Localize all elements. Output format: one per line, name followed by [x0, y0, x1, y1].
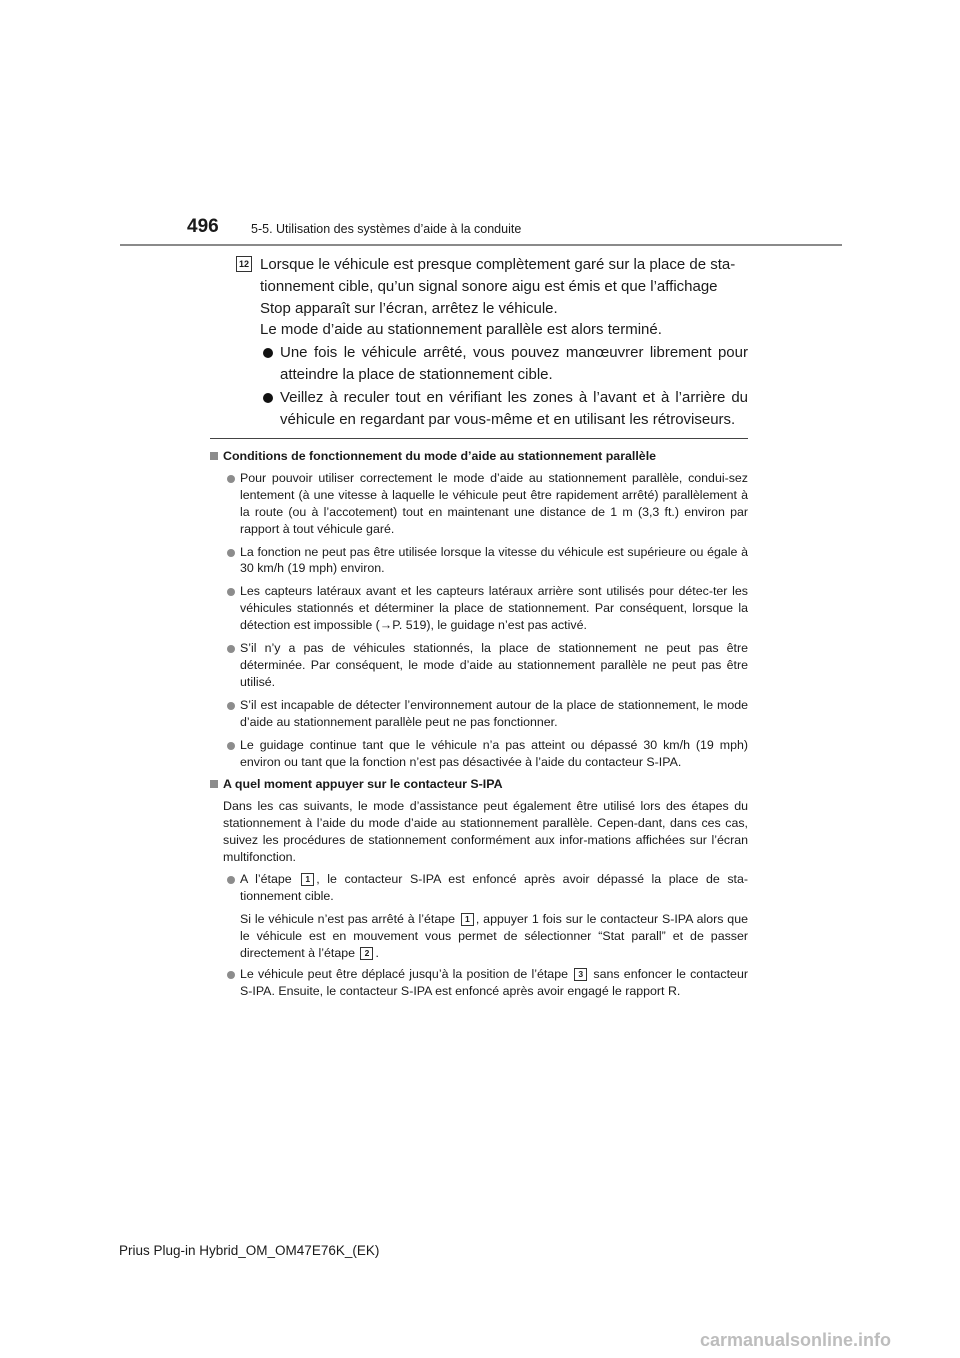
header-rule	[120, 244, 842, 246]
bullet-dot-icon	[263, 348, 273, 358]
bullet-dot-icon	[227, 876, 235, 884]
note-text: Pour pouvoir utiliser correctement le mode d’aide au stationnement parallèle, condui-sez lentement (à une vitesse à laquelle le véhicule peut être rapidement arrêté) parallèlement à la route (ou à l’accotement) tout en maintenant une distance de 1 m (3,3 ft.) environ par rapport à tout véhicule garé.	[240, 470, 748, 536]
note-item	[210, 697, 748, 731]
step-number-badge: 12	[236, 256, 252, 272]
page-number: 496	[187, 216, 219, 237]
bullet-dot-icon	[263, 393, 273, 403]
step-ref-badge: 1	[461, 913, 474, 926]
note-item	[210, 470, 748, 538]
square-bullet-icon	[210, 780, 218, 788]
step-ref-badge: 1	[301, 873, 314, 886]
note-text: S’il n’y a pas de véhicules stationnés, la place de stationnement ne peut pas être déterminée. Par conséquent, le mode d’aide au stationnement parallèle ne peut pas être utilisé.	[240, 641, 748, 689]
section-heading	[210, 448, 748, 465]
note-item	[210, 871, 748, 905]
section-separator	[210, 438, 748, 439]
note-text: S’il est incapable de détecter l’environnement autour de la place de stationnement, le mode d’aide au stationnement parallèle peut ne pas fonctionner.	[240, 697, 748, 729]
note-text: Le véhicule peut être déplacé jusqu’à la position de l’étape	[240, 967, 568, 982]
note-item	[210, 544, 748, 578]
document-footer: Prius Plug-in Hybrid_OM_OM47E76K_(EK)	[119, 1243, 380, 1258]
bullet-dot-icon	[227, 475, 235, 483]
step-text-line-1: Lorsque le véhicule est presque complètement garé sur la place de sta-	[260, 256, 736, 273]
section-intro: Dans les cas suivants, le mode d’assistance peut également être utilisé lors des étapes du stationnement à l’aide du mode d’aide au stationnement parallèle. Cepen-dant, dans ces cas, suivez les procédures de stationnement conformément aux infor-mations affichées sur l’écran multifonction.	[223, 799, 748, 865]
note-text: Les capteurs latéraux avant et les capteurs latéraux arrière sont utilisés pour détec-ter les véhicules stationnés et déterminer la place de stationnement. Par conséquent, lorsque la détection est impossible (→P. 519), le guidage n’est pas activé.	[240, 584, 748, 633]
bullet-dot-icon	[227, 702, 235, 710]
step-bullet	[238, 387, 748, 431]
note-text: A l’étape	[240, 871, 292, 886]
note-item	[210, 966, 748, 1000]
section-title: 5-5. Utilisation des systèmes d’aide à la conduite	[251, 222, 522, 236]
note-item	[210, 583, 748, 634]
step-bullet-text: Veillez à reculer tout en vérifiant les zones à l’avant et à l’arrière du véhicule en regardant par vous-même et en utilisant les rétroviseurs.	[280, 388, 748, 428]
section-heading-text: A quel moment appuyer sur le contacteur S-IPA	[223, 777, 503, 792]
bullet-dot-icon	[227, 588, 235, 596]
note-item	[210, 737, 748, 771]
note-text: , appuyer 1 fois sur le contacteur S-IPA alors que le véhicule est en mouvement vous permet de sélectionner “Stat parall” et de passer directement à l’étape	[240, 911, 748, 960]
step-text-line-3: Stop apparaît sur l’écran, arrêtez le véhicule.	[260, 299, 558, 317]
note-text: .	[375, 945, 379, 960]
step-text-line-2: tionnement cible, qu’un signal sonore aigu est émis et que l’affichage	[260, 277, 718, 295]
note-item	[210, 640, 748, 691]
note-text: sans enfoncer le contacteur S-IPA. Ensuite, le contacteur S-IPA est enfoncé après avoir engagé le rapport R.	[240, 967, 748, 999]
note-subparagraph	[210, 911, 748, 962]
step-ref-badge: 3	[574, 968, 587, 981]
step-ref-badge: 2	[360, 947, 373, 960]
notes-area	[210, 448, 748, 1006]
section-heading	[210, 776, 748, 793]
step-bullet	[238, 342, 748, 386]
bullet-dot-icon	[227, 549, 235, 557]
watermark: carmanualsonline.info	[700, 1330, 892, 1350]
note-text: La fonction ne peut pas être utilisée lorsque la vitesse du véhicule est supérieure ou égale à 30 km/h (19 mph) environ.	[240, 544, 748, 576]
note-text: , le contacteur S-IPA est enfoncé après avoir dépassé la place de sta-tionnement cible.	[240, 871, 748, 903]
bullet-dot-icon	[227, 971, 235, 979]
square-bullet-icon	[210, 452, 218, 460]
step-text-line-4: Le mode d’aide au stationnement parallèle est alors terminé.	[260, 321, 662, 339]
note-text: Le guidage continue tant que le véhicule n’a pas atteint ou dépassé 30 km/h (19 mph) environ ou tant que la fonction n’est pas désactivée à l’aide du contacteur S-IPA.	[240, 737, 748, 769]
bullet-dot-icon	[227, 645, 235, 653]
section-heading-text: Conditions de fonctionnement du mode d’aide au stationnement parallèle	[223, 449, 657, 463]
note-text: Si le véhicule n’est pas arrêté à l’étape	[240, 911, 456, 926]
bullet-dot-icon	[227, 742, 235, 750]
step-block	[238, 254, 748, 430]
step-bullet-text: Une fois le véhicule arrêté, vous pouvez manœuvrer librement pour atteindre la place de stationnement cible.	[280, 344, 748, 383]
